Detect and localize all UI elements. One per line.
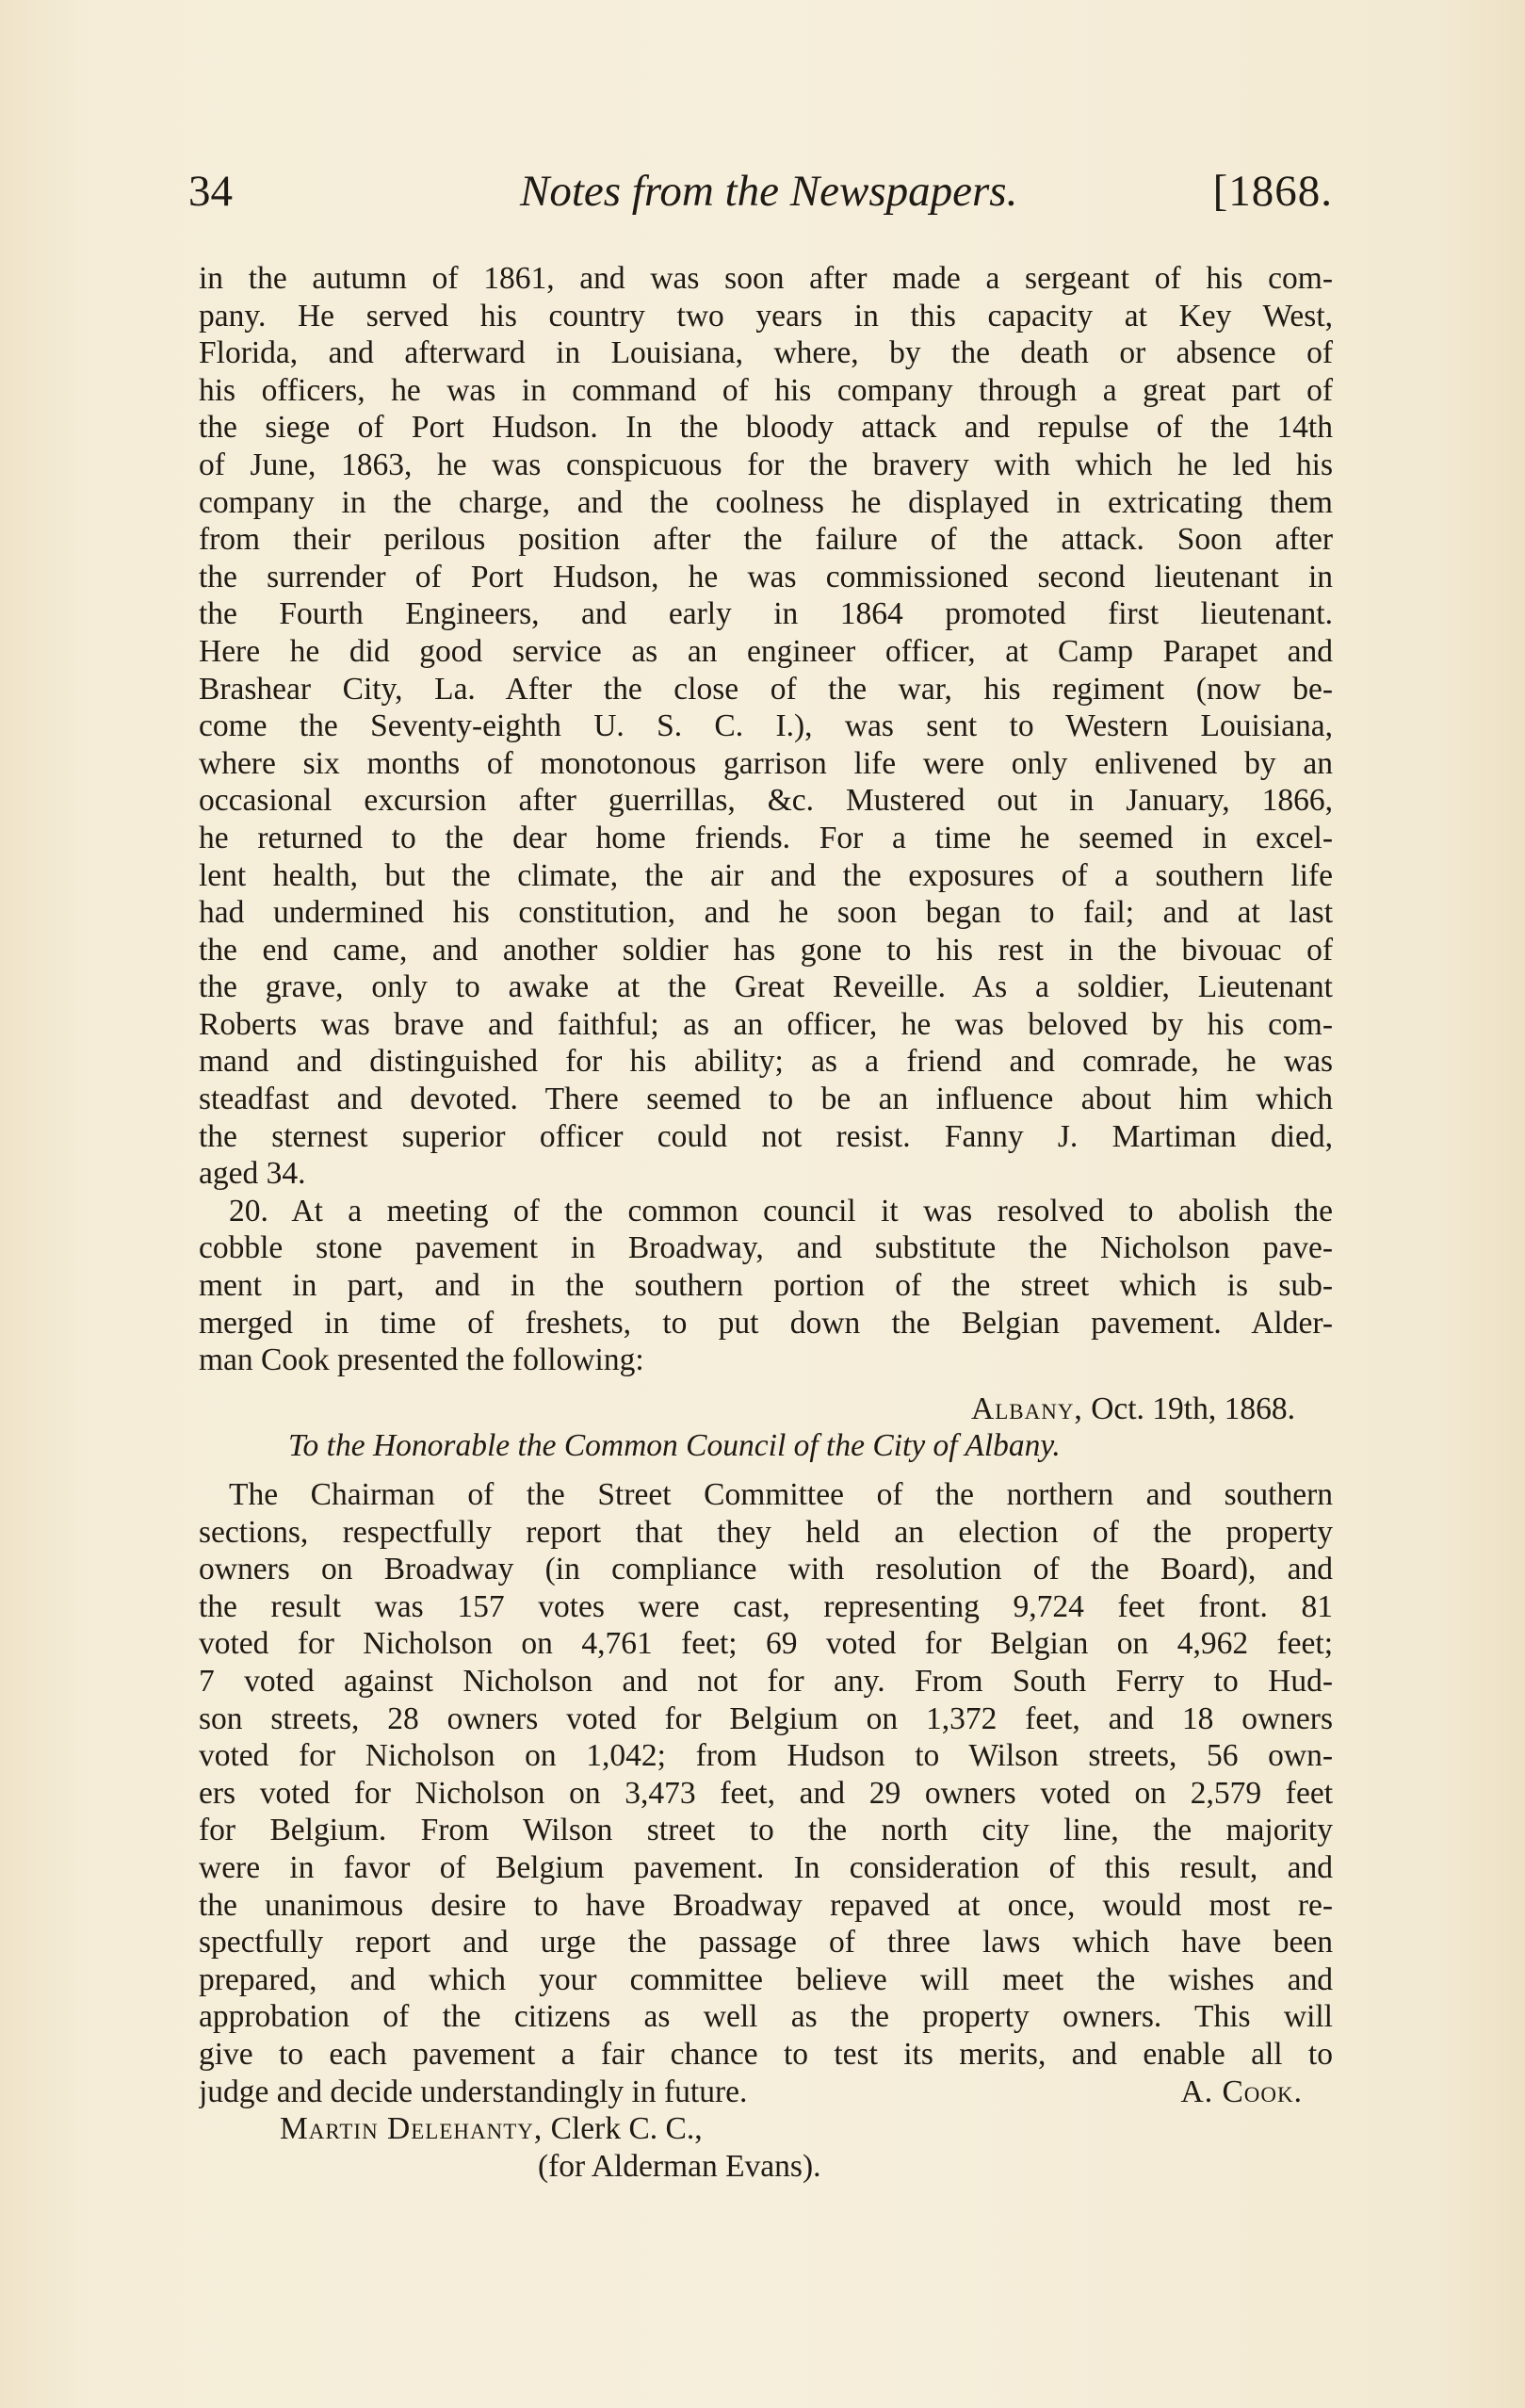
text-line: steadfast and devoted. There seemed to be an influence about him which [199,1082,1333,1117]
obituary-paragraph [199,260,1333,1193]
text-line: in the autumn of 1861, and was soon after made a sergeant of his com- [199,261,1333,296]
text-line: he returned to the dear home friends. For a time he seemed in excel- [199,820,1333,855]
clerk-note: (for Alderman Evans). [538,2148,821,2184]
signature: A. Cook. [1180,2074,1303,2109]
text-line: where six months of monotonous garrison life were only enlivened by an [199,745,1333,781]
text-line: voted for Nicholson on 4,761 feet; 69 voted for Belgian on 4,962 feet; [199,1626,1333,1662]
text-line: his officers, he was in command of his company through a great part of [199,372,1333,408]
text-line: the end came, and another soldier has gone to his rest in the bivouac of [199,932,1333,968]
text-line: Brashear City, La. After the close of the war, his regiment (now be- [199,671,1333,707]
running-year: [1868. [1212,167,1333,216]
text-line: the surrender of Port Hudson, he was commissioned second lieutenant in [199,559,1333,594]
letter-address: To the Honorable the Common Council of the City of Albany. [288,1428,1061,1464]
letter-dateline [199,1391,1333,1428]
text-line: lent health, but the climate, the air and the exposures of a southern life [199,857,1333,893]
text-line: company in the charge, and the coolness he displayed in extricating them [199,484,1333,520]
text-line: were in favor of Belgium pavement. In consideration of this result, and [199,1849,1333,1885]
text-line: merged in time of freshets, to put down the Belgian pavement. Alder- [199,1305,1333,1341]
dateline-place: Albany, [971,1391,1083,1426]
text-line: man Cook presented the following: [199,1342,644,1378]
text-line: the Fourth Engineers, and early in 1864 promoted first lieutenant. [199,596,1333,632]
text-line: Florida, and afterward in Louisiana, where, by the death or absence of [199,335,1333,371]
page-number: 34 [188,167,233,216]
council-paragraph [199,1193,1333,1379]
text-line: had undermined his constitution, and he soon began to fail; and at last [199,895,1333,931]
text-line: for Belgium. From Wilson street to the north city line, the majority [199,1813,1333,1848]
clerk-signature [199,2110,1333,2148]
body-text [199,260,1333,2185]
running-header [188,158,1333,224]
text-line: ers voted for Nicholson on 3,473 feet, and 29 owners voted on 2,579 feet [199,1775,1333,1811]
text-line: voted for Nicholson on 1,042; from Hudson to Wilson streets, 56 own- [199,1738,1333,1774]
text-line: prepared, and which your committee believe will meet the wishes and [199,1961,1333,1997]
clerk-name: Martin Delehanty, [280,2111,543,2147]
text-line: ment in part, and in the southern portion of the street which is sub- [199,1268,1333,1304]
text-line: cobble stone pavement in Broadway, and substitute the Nicholson pave- [199,1230,1333,1266]
letter-last-line: judge and decide understandingly in future. [199,2074,748,2109]
text-line: The Chairman of the Street Committee of the northern and southern [229,1477,1333,1512]
text-line: owners on Broadway (in compliance with resolution of the Board), and [199,1552,1333,1587]
text-line: 20. At a meeting of the common council it was resolved to abolish the [229,1193,1333,1228]
text-line: Roberts was brave and faithful; as an officer, he was beloved by his com- [199,1006,1333,1042]
text-line: mand and distinguished for his ability; as a friend and comrade, he was [199,1044,1333,1080]
text-line: son streets, 28 owners voted for Belgium on 1,372 feet, and 18 owners [199,1700,1333,1736]
text-line: aged 34. [199,1156,306,1192]
text-line: pany. He served his country two years in this capacity at Key West, [199,298,1333,334]
text-line: the unanimous desire to have Broadway repaved at once, would most re- [199,1887,1333,1923]
text-line: the result was 157 votes were cast, representing 9,724 feet front. 81 [199,1588,1333,1624]
text-line: occasional excursion after guerrillas, &c. Mustered out in January, 1866, [199,783,1333,819]
text-line: Here he did good service as an engineer officer, at Camp Parapet and [199,633,1333,669]
text-line: the siege of Port Hudson. In the bloody attack and repulse of the 14th [199,410,1333,446]
clerk-title: Clerk C. C., [543,2111,703,2147]
text-line: 7 voted against Nicholson and not for any. From South Ferry to Hud- [199,1663,1333,1699]
text-line: spectfully report and urge the passage of three laws which have been [199,1925,1333,1961]
letter-body [199,1476,1333,2110]
text-line: give to each pavement a fair chance to test its merits, and enable all to [199,2036,1333,2072]
text-line: of June, 1863, he was conspicuous for the bravery with which he led his [199,447,1333,482]
text-line-with-signature [199,2074,1333,2111]
text-line: approbation of the citizens as well as the property owners. This will [199,1999,1333,2035]
text-line: from their perilous position after the failure of the attack. Soon after [199,522,1333,558]
text-line: come the Seventy-eighth U. S. C. I.), was sent to Western Louisiana, [199,708,1333,744]
text-line: the grave, only to awake at the Great Reveille. As a soldier, Lieutenant [199,969,1333,1005]
running-title: Notes from the Newspapers. [520,167,1018,216]
text-line: the sternest superior officer could not resist. Fanny J. Martiman died, [199,1118,1333,1154]
text-line: sections, respectfully report that they held an election of the property [199,1514,1333,1550]
dateline-date: Oct. 19th, 1868. [1082,1391,1295,1426]
